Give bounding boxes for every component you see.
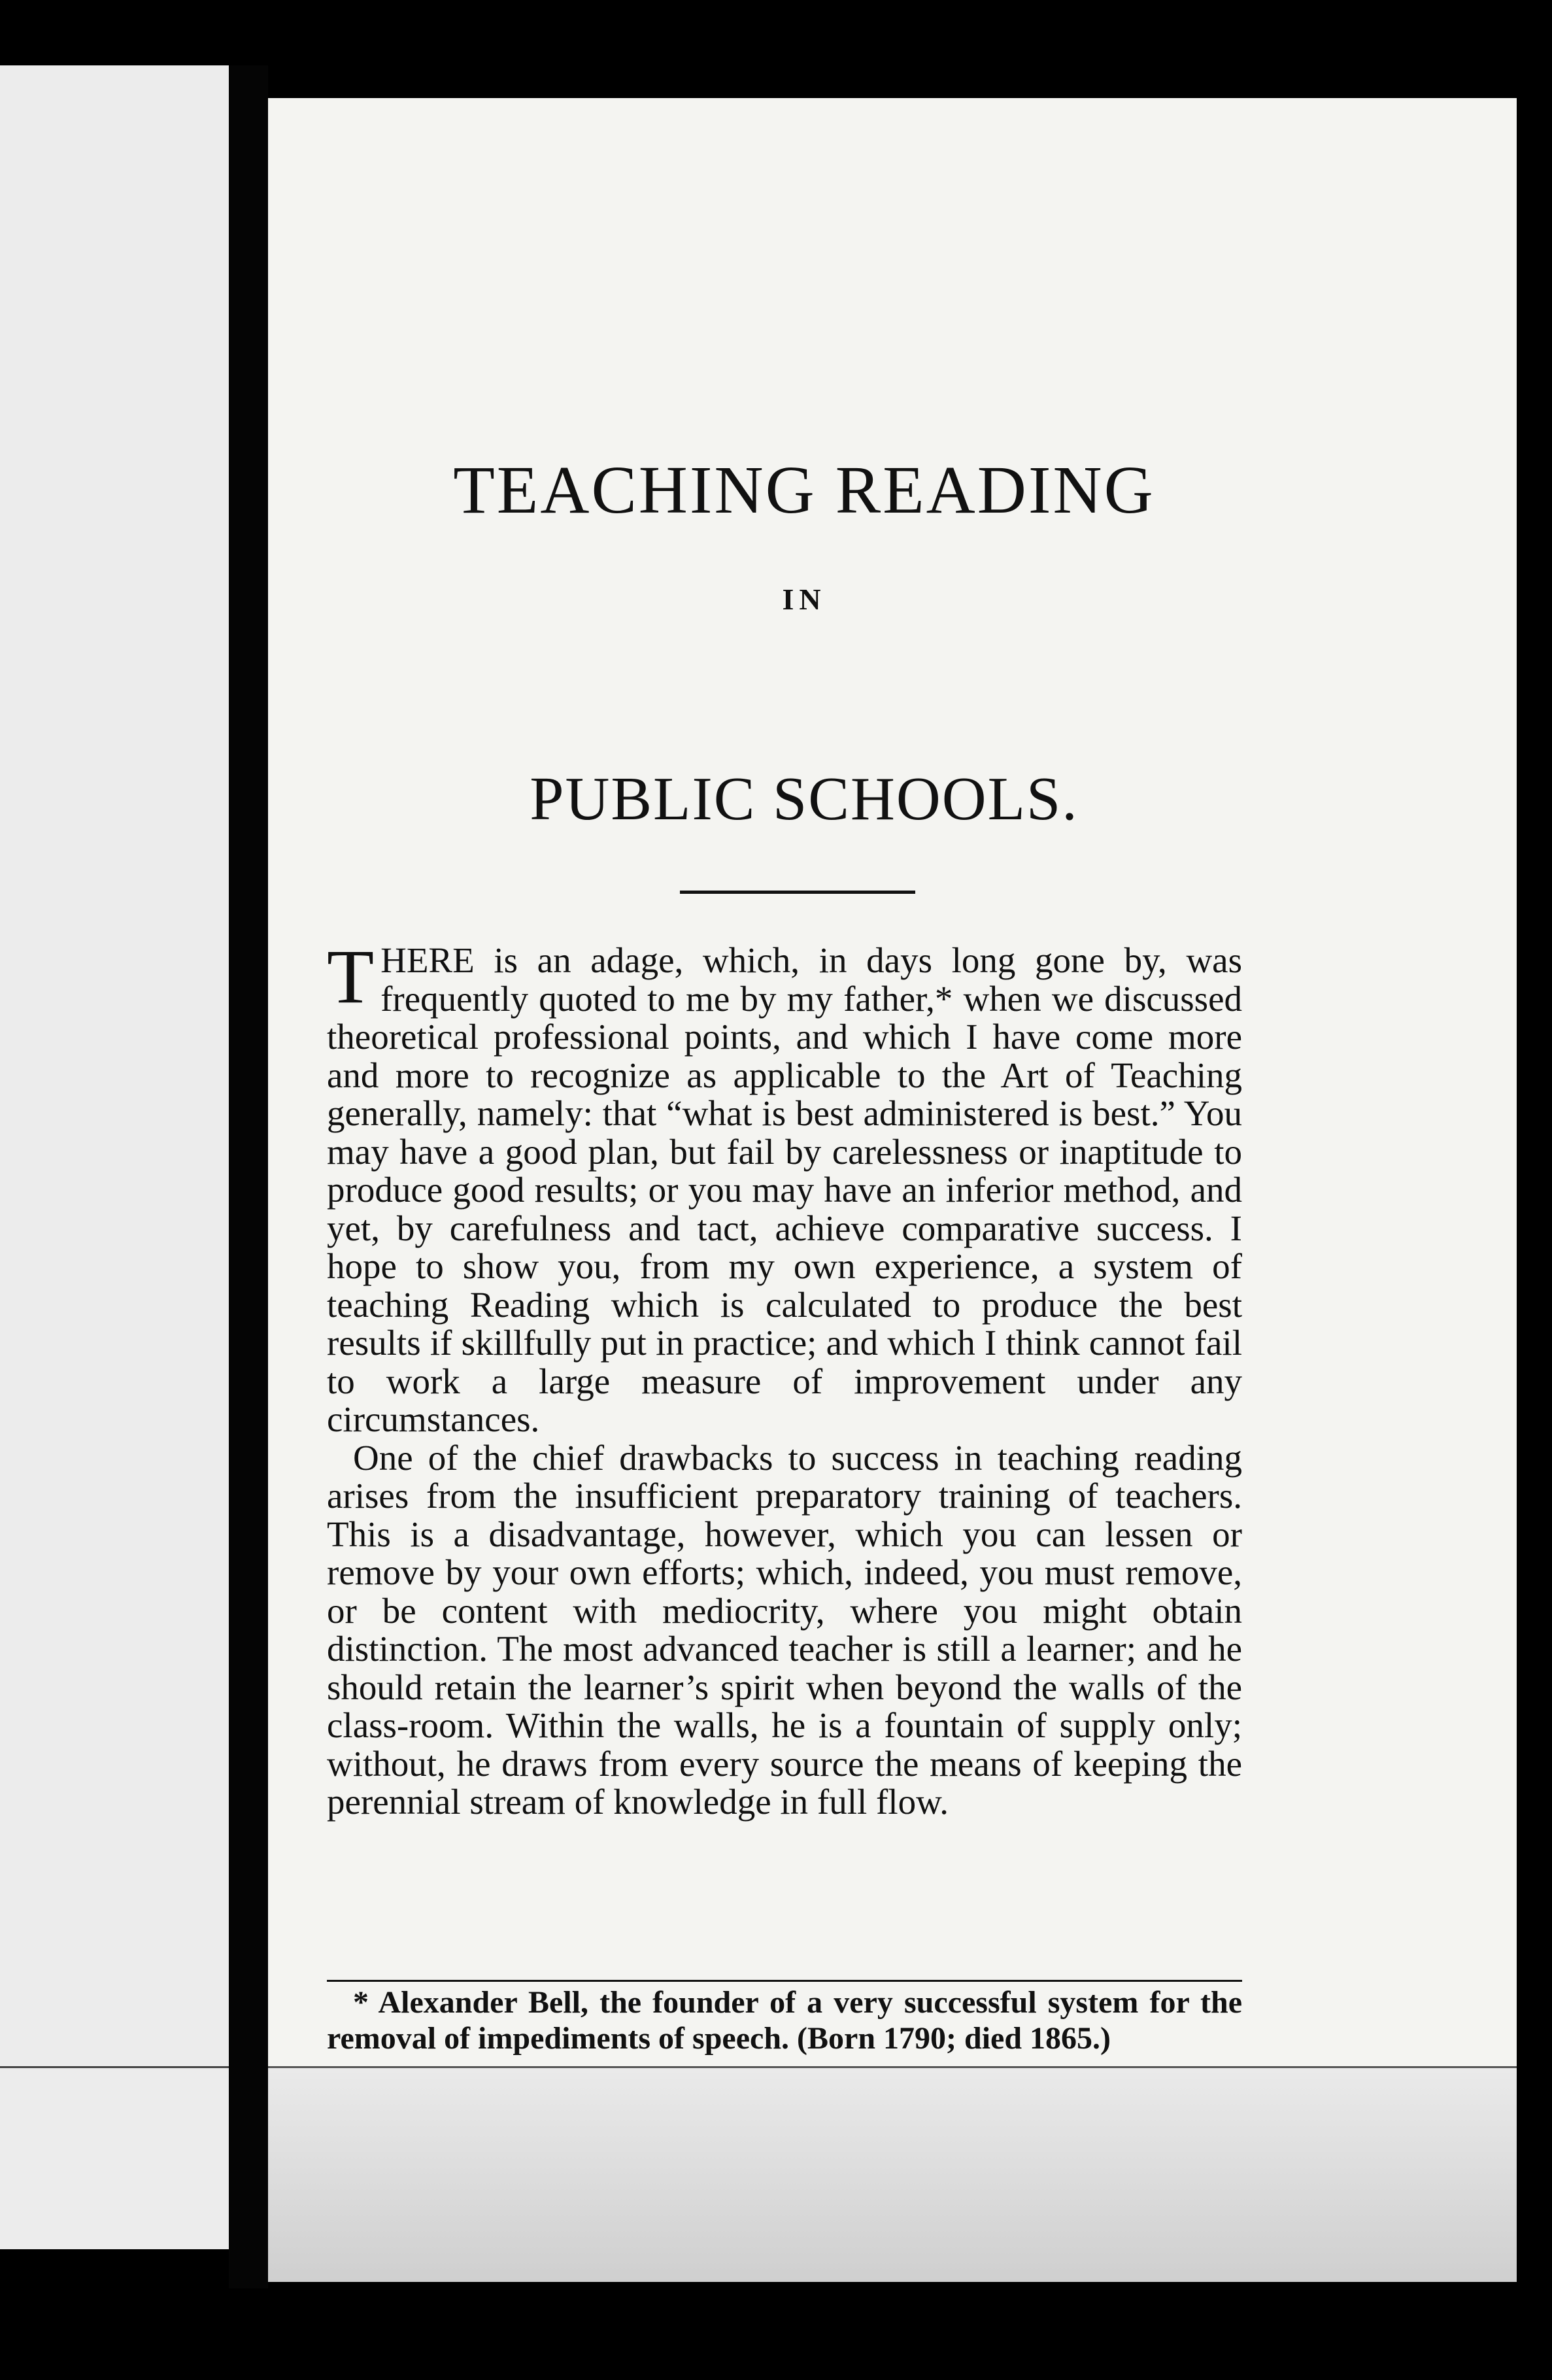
facing-page-edge [0, 65, 229, 2249]
page-subtitle: PUBLIC SCHOOLS. [530, 765, 1079, 833]
paragraph-1-text: HERE is an adage, which, in days long gone by, was frequently quoted to me by my father,* when we discussed theoretical professional points, and which I have come more and more to recognize as applicable to the Art of Teaching generally, namely: that “what is best administered is best.” You may have a good plan, but fail by carelessness or inaptitude to produce good results; or you may have an inferior method, and yet, by carefulness and tact, achieve comparative success. I hope to show you, from my own experience, a system of teaching Reading which is calculated to produce the best results if skillfully put in practice; and which I think cannot fail to work a large measure of improvement under any circumstances. [327, 940, 1242, 1439]
page-title: TEACHING READING [453, 452, 1155, 528]
footnote-divider [327, 1980, 1242, 1982]
paragraph-2: One of the chief drawbacks to success in teaching reading arises from the insufficient preparatory training of teachers. This is a disadvantage, however, which you can lessen or remove by your own efforts; which, indeed, you must remove, or be content with mediocrity, where you might obtain distinction. The most advanced teacher is still a learner; and he should retain the learner’s spirit when beyond the walls of the class-room. Within the walls, he is a fountain of supply only; without, he draws from every source the means of keeping the perennial stream of knowledge in full flow. [327, 1437, 1242, 1822]
footnote: * Alexander Bell, the founder of a very successful system for the removal of impediments of speech. (Born 1790; died 1865.) [327, 1985, 1242, 2056]
page-bottom-margin [268, 2068, 1517, 2282]
title-divider [680, 891, 915, 894]
title-connector: IN [782, 583, 826, 616]
paragraph-1 [327, 934, 1242, 1439]
facing-page-rule [0, 2066, 229, 2068]
book-gutter [229, 65, 268, 2288]
book-page [268, 98, 1517, 2282]
drop-cap: T [327, 934, 375, 1019]
body-text [327, 934, 1242, 1822]
